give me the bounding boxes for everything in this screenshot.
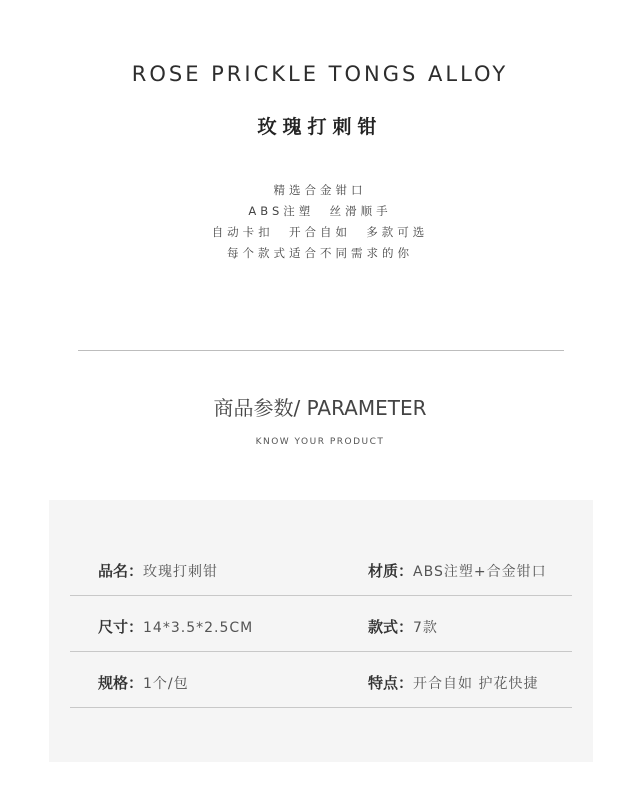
spec-label: 特点：	[368, 674, 414, 692]
description-line: 每个款式适合不同需求的你	[227, 246, 413, 260]
spec-cell	[98, 616, 253, 637]
spec-cell	[368, 560, 547, 581]
description-line: 自动卡扣 开合自如 多款可选	[211, 225, 429, 239]
spec-cell	[98, 560, 218, 581]
spec-cell	[98, 672, 189, 693]
description-line: ABS注塑 丝滑顺手	[248, 204, 392, 218]
spec-label: 品名：	[98, 562, 144, 580]
spec-label: 款式：	[368, 618, 414, 636]
parameter-subtitle: KNOW YOUR PRODUCT	[255, 437, 385, 447]
spec-value: 1个/包	[143, 676, 189, 692]
spec-value: 7款	[413, 620, 438, 636]
spec-cell	[368, 616, 438, 637]
spec-value: ABS注塑+合金钳口	[413, 564, 547, 580]
parameter-title: 商品参数/ PARAMETER	[213, 396, 427, 420]
section-divider	[78, 350, 564, 351]
spec-cell	[368, 672, 538, 693]
spec-row	[70, 596, 572, 652]
spec-panel	[49, 500, 593, 762]
spec-value: 玫瑰打刺钳	[143, 564, 219, 580]
description-line: 精选合金钳口	[273, 183, 367, 197]
product-description	[0, 180, 640, 264]
spec-label: 材质：	[368, 562, 414, 580]
spec-row	[70, 652, 572, 708]
english-title: ROSE PRICKLE TONGS ALLOY	[131, 62, 509, 86]
spec-row	[70, 540, 572, 596]
spec-value: 开合自如 护花快捷	[413, 676, 539, 692]
spec-label: 尺寸：	[98, 618, 144, 636]
spec-value: 14*3.5*2.5CM	[143, 620, 254, 636]
chinese-title: 玫瑰打刺钳	[257, 116, 383, 138]
spec-label: 规格：	[98, 674, 144, 692]
